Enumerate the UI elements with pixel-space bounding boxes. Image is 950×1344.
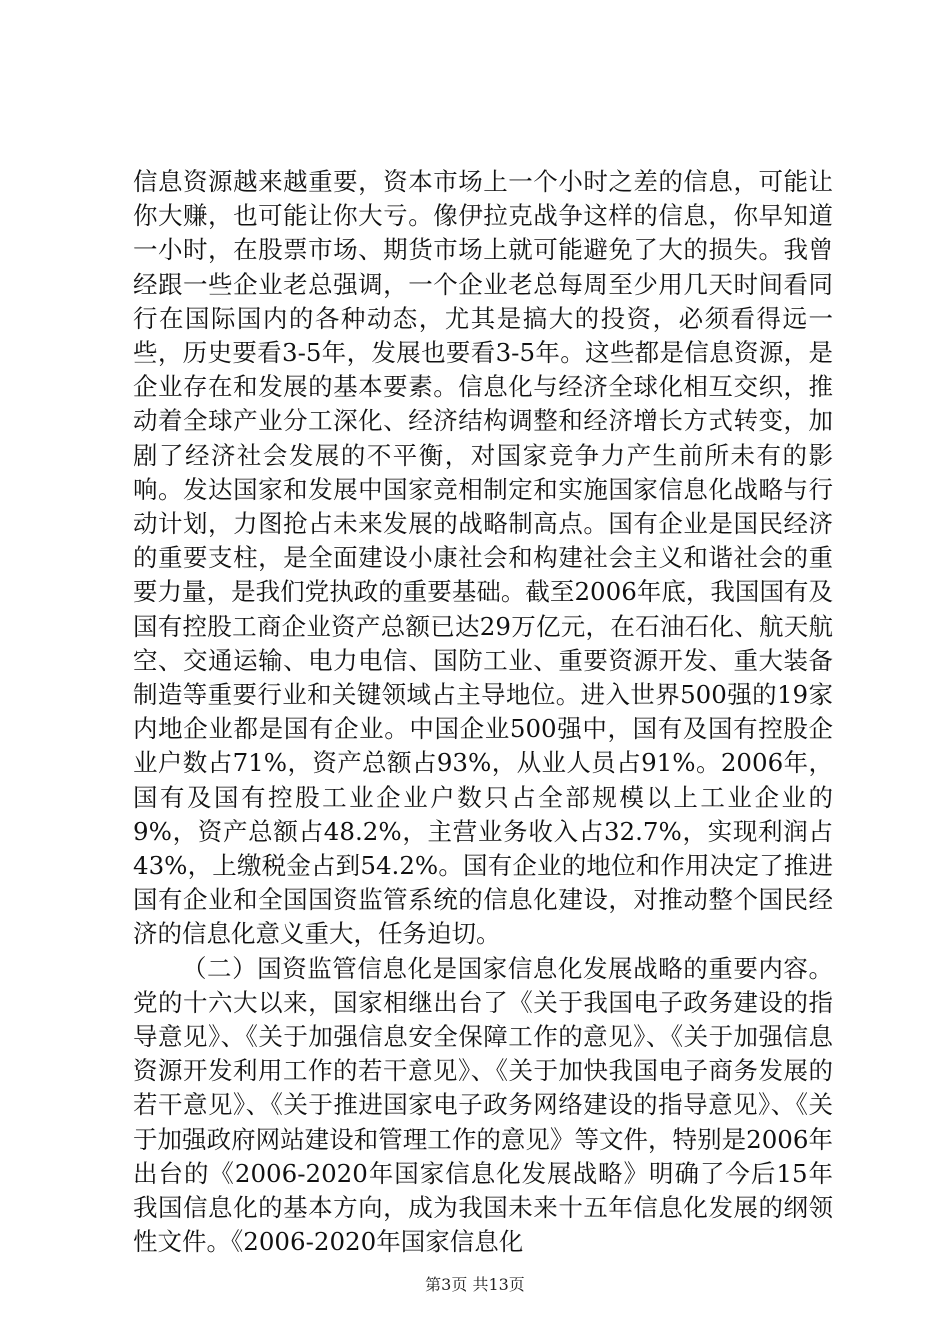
paragraph-2: （二）国资监管信息化是国家信息化发展战略的重要内容。党的十六大以来，国家相继出台了《关于我国电子政务建设的指导意见》、《关于加强信息安全保障工作的意见》、《关于加强信息资源开发利用工作的若干意见》、《关于加快我国电子商务发展的若干意见》、《关于推进国家电子政务网络建设的指导意见》、《关于加强政府网站建设和管理工作的意见》等文件，特别是2006年出台的《2006-2020年国家信息化发展战略》明确了今后15年我国信息化的基本方向，成为我国未来十五年信息化发展的纲领性文件。《2006-2020年国家信息化	[133, 953, 833, 1257]
paragraph-1: 信息资源越来越重要，资本市场上一个小时之差的信息，可能让你大赚，也可能让你大亏。像伊拉克战争这样的信息，你早知道一小时，在股票市场、期货市场上就可能避免了大的损失。我曾经跟一些企业老总强调，一个企业老总每周至少用几天时间看同行在国际国内的各种动态，尤其是搞大的投资，必须看得远一些，历史要看3-5年，发展也要看3-5年。这些都是信息资源，是企业存在和发展的基本要素。信息化与经济全球化相互交织，推动着全球产业分工深化、经济结构调整和经济增长方式转变，加剧了经济社会发展的不平衡，对国家竞争力产生前所未有的影响。发达国家和发展中国家竞相制定和实施国家信息化战略与行动计划，力图抢占未来发展的战略制高点。国有企业是国民经济的重要支柱，是全面建设小康社会和构建社会主义和谐社会的重要力量，是我们党执政的重要基础。截至2006年底，我国国有及国有控股工商企业资产总额已达29万亿元，在石油石化、航天航空、交通运输、电力电信、国防工业、重要资源开发、重大装备制造等重要行业和关键领域占主导地位。进入世界500强的19家内地企业都是国有企业。中国企业500强中，国有及国有控股企业户数占71%，资产总额占93%，从业人员占91%。2006年，国有及国有控股工业企业户数只占全部规模以上工业企业的9%，资产总额占48.2%，主营业务收入占32.7%，实现利润占43%，上缴税金占到54.2%。国有企业的地位和作用决定了推进国有企业和全国国资监管系统的信息化建设，对推动整个国民经济的信息化意义重大，任务迫切。	[133, 167, 833, 949]
document-body	[133, 165, 833, 1260]
page-number-footer: 第3页 共13页	[425, 1275, 525, 1294]
